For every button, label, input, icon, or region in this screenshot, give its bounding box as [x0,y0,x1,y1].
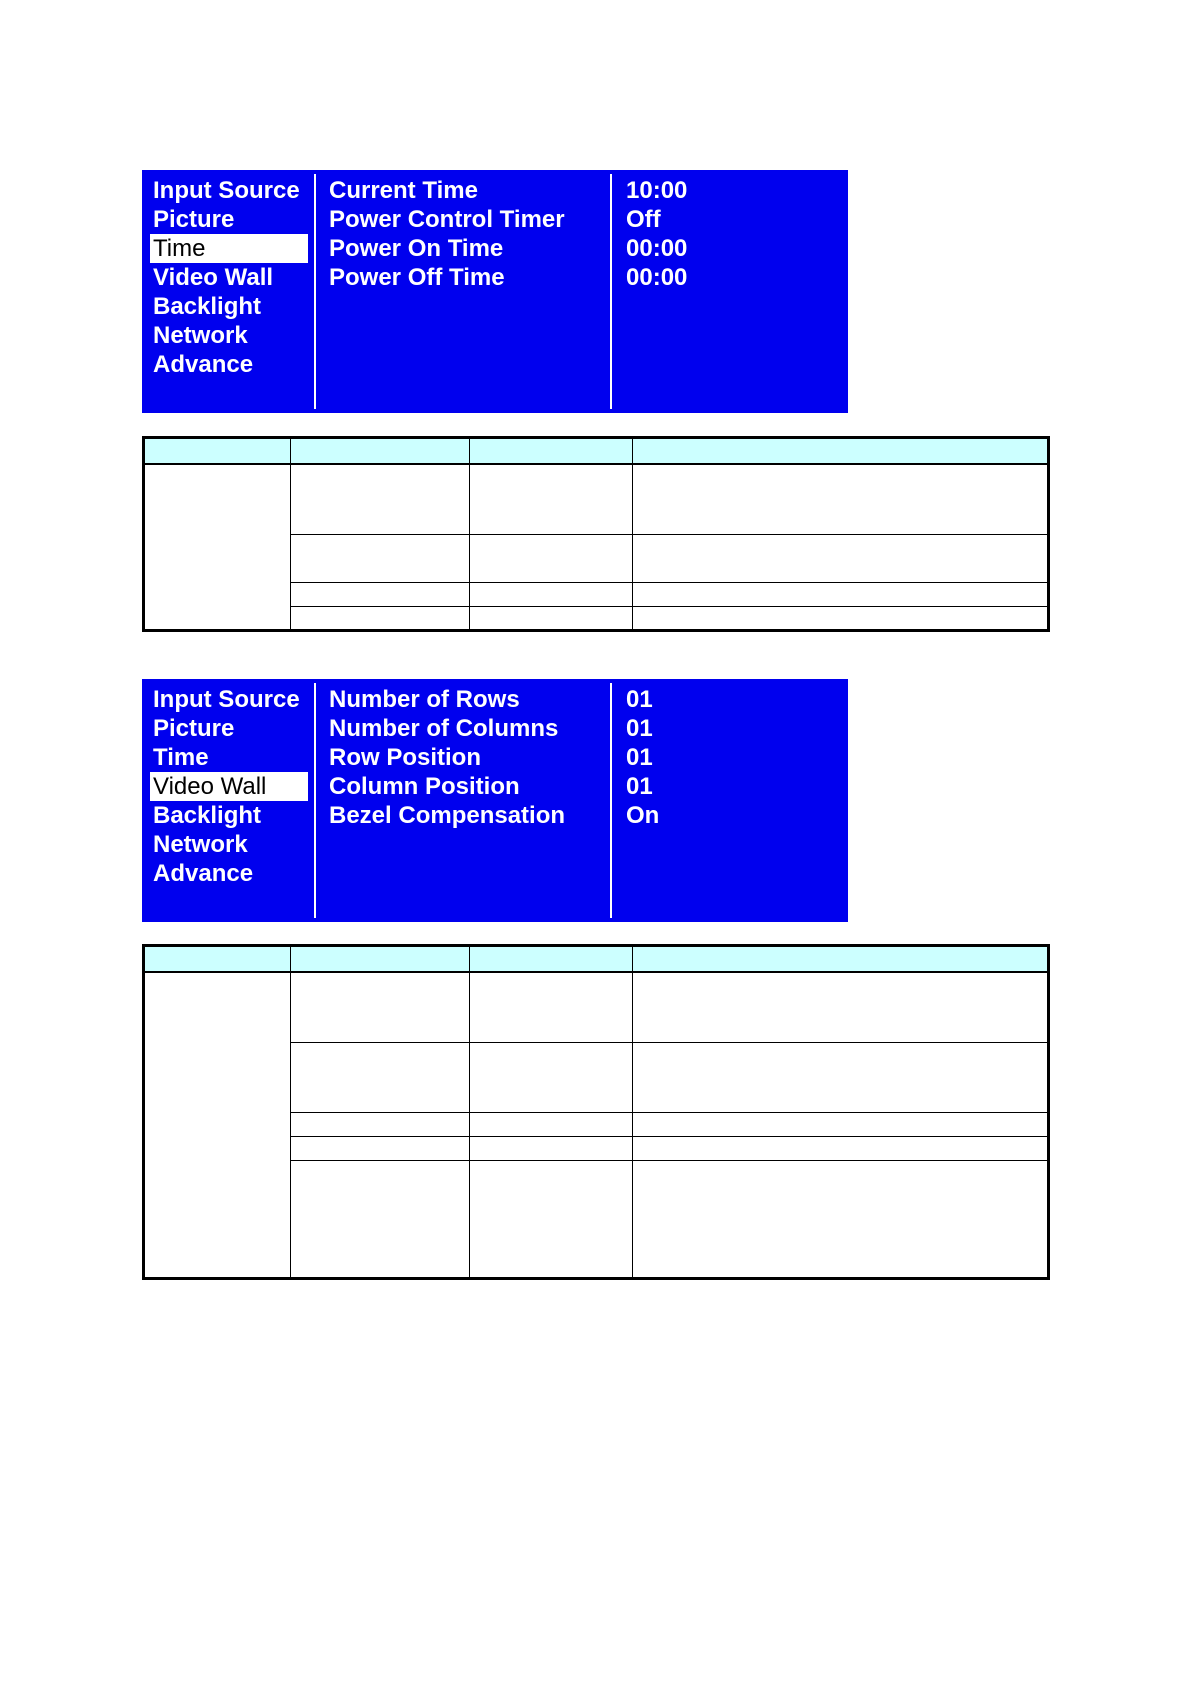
table-cell [291,1042,470,1112]
table-cell [470,1042,633,1112]
menu-item-network[interactable]: Network [153,831,248,858]
table-header-row [144,438,1049,465]
table-cell [291,1136,470,1160]
submenu-item-power-off-time[interactable]: Power Off Time [329,264,505,291]
menu-item-time[interactable]: Time [153,744,209,771]
table-cell [291,1160,470,1278]
osd-submenu-values [623,176,823,292]
value-power-on-time: 00:00 [626,235,688,262]
table-cell [470,606,633,630]
value-column-position: 01 [626,773,653,800]
table-cell [633,1136,1049,1160]
osd-time-menu [142,170,848,413]
video-wall-settings-table [142,944,1050,1280]
submenu-item-power-control-timer[interactable]: Power Control Timer [329,206,565,233]
osd-video-wall-menu [142,679,848,922]
table-cell [633,534,1049,582]
table-cell [470,464,633,534]
table-cell [633,582,1049,606]
value-row-position: 01 [626,744,653,771]
value-power-control-timer: Off [626,206,661,233]
value-number-of-columns: 01 [626,715,653,742]
table-header-cell [144,946,291,973]
menu-item-advance[interactable]: Advance [153,860,254,887]
table-row [144,464,1049,534]
submenu-item-number-of-rows[interactable]: Number of Rows [329,686,520,713]
value-power-off-time: 00:00 [626,264,688,291]
menu-item-picture[interactable]: Picture [153,206,235,233]
menu-item-video-wall[interactable]: Video Wall [150,772,308,801]
osd-submenu-values [623,685,823,830]
value-bezel-compensation: On [626,802,660,829]
time-settings-table [142,436,1050,632]
menu-item-input-source[interactable]: Input Source [153,177,300,204]
osd-divider [610,174,612,409]
table-cell [144,464,291,630]
table-header-cell [470,946,633,973]
table-cell [291,534,470,582]
table-cell [633,1042,1049,1112]
table-cell [633,1160,1049,1278]
table-cell [291,1112,470,1136]
osd-divider [610,683,612,918]
table-header-cell [291,438,470,465]
table-cell [633,606,1049,630]
submenu-item-current-time[interactable]: Current Time [329,177,478,204]
submenu-item-bezel-compensation[interactable]: Bezel Compensation [329,802,566,829]
menu-item-time[interactable]: Time [150,234,308,263]
table-cell [470,582,633,606]
submenu-item-row-position[interactable]: Row Position [329,744,481,771]
table-header-cell [470,438,633,465]
submenu-item-power-on-time[interactable]: Power On Time [329,235,504,262]
table-cell [470,534,633,582]
table-cell [470,1136,633,1160]
table-row [144,972,1049,1042]
menu-item-picture[interactable]: Picture [153,715,235,742]
value-number-of-rows: 01 [626,686,653,713]
table-header-cell [144,438,291,465]
menu-item-advance[interactable]: Advance [153,351,254,378]
table-cell [291,464,470,534]
table-header-row [144,946,1049,973]
table-cell [633,972,1049,1042]
osd-main-menu [150,176,308,379]
submenu-item-column-position[interactable]: Column Position [329,773,520,800]
table-cell [633,464,1049,534]
table-cell [470,1160,633,1278]
table-cell [633,1112,1049,1136]
menu-item-backlight[interactable]: Backlight [153,802,262,829]
table-cell [144,972,291,1278]
table-cell [470,1112,633,1136]
menu-item-network[interactable]: Network [153,322,248,349]
osd-divider [314,683,316,918]
osd-main-menu [150,685,308,888]
table-header-cell [291,946,470,973]
osd-divider [314,174,316,409]
osd-submenu-items [326,176,606,292]
table-cell [470,972,633,1042]
table-cell [291,972,470,1042]
submenu-item-number-of-columns[interactable]: Number of Columns [329,715,559,742]
menu-item-backlight[interactable]: Backlight [153,293,262,320]
menu-item-input-source[interactable]: Input Source [153,686,300,713]
osd-submenu-items [326,685,606,830]
table-header-cell [633,438,1049,465]
table-header-cell [633,946,1049,973]
table-cell [291,582,470,606]
table-cell [291,606,470,630]
menu-item-video-wall[interactable]: Video Wall [153,264,274,291]
value-current-time: 10:00 [626,177,688,204]
